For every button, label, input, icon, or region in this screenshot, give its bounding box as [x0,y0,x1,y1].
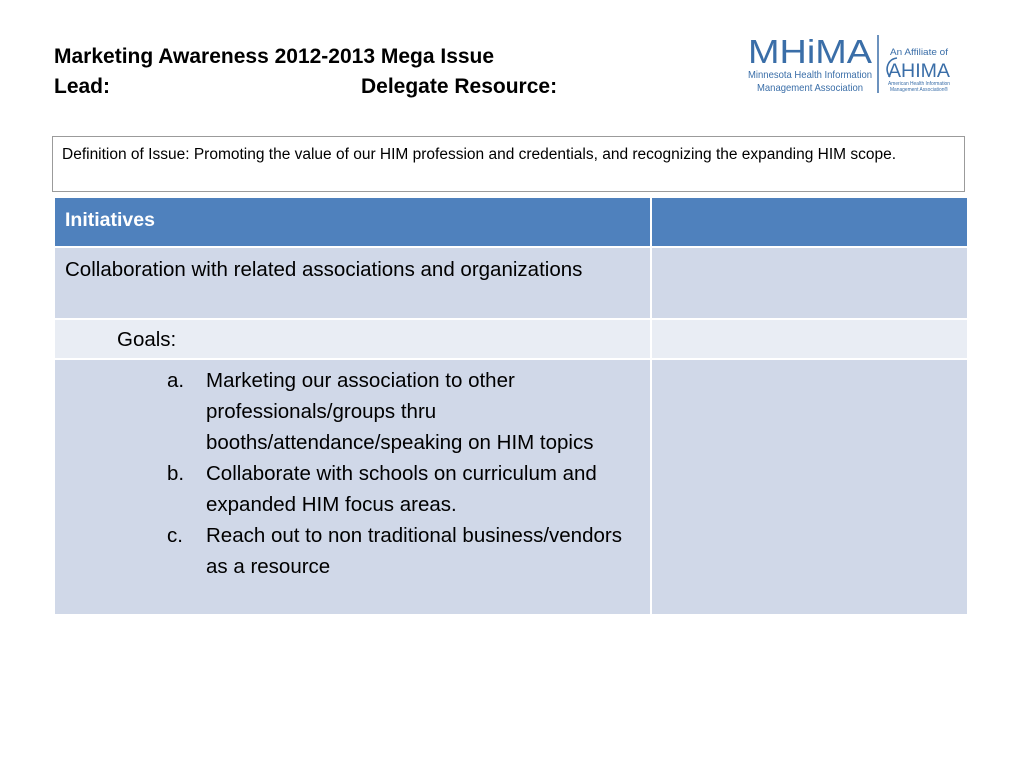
header-cell-2 [651,197,968,247]
goal-marker: c. [167,524,183,547]
logo-subtitle-2: Management Association [757,82,864,94]
initiative-text: Collaboration with related associations and organizations [65,258,583,281]
empty-cell [651,359,968,615]
goal-text: Marketing our association to other professionals/groups thru booths/attendance/speaking on HIM topics [206,369,594,454]
goal-list [55,360,650,582]
goal-text: Collaborate with schools on curriculum and expanded HIM focus areas. [206,462,597,516]
affiliate-text: An Affiliate of [890,47,949,58]
mhima-logo [748,33,958,97]
empty-cell [651,319,968,359]
definition-text: Definition of Issue: Promoting the value of our HIM profession and credentials, and recognizing the expanding HIM scope. [62,146,897,163]
delegate-resource-label: Delegate Resource: [361,75,558,98]
initiative-cell [54,247,651,319]
logo-subtitle-1: Minnesota Health Information [748,69,873,81]
goal-text: Reach out to non traditional business/vendors as a resource [206,524,622,578]
header-col2 [652,198,967,207]
table-row [54,359,968,615]
page-title: Marketing Awareness 2012-2013 Mega Issue [54,45,495,68]
goal-item [55,520,650,582]
initiatives-table [53,196,969,616]
table-row [54,319,968,359]
table-header-row [54,197,968,247]
header-initiatives: Initiatives [65,209,155,231]
title-block [54,42,558,102]
header-cell-initiatives [54,197,651,247]
definition-box [52,136,965,192]
goal-marker: a. [167,369,185,392]
affiliate-sub-1: American Health Information [888,81,951,87]
affiliate-sub-2: Management Association® [890,87,950,93]
lead-label: Lead: [54,75,111,98]
table-row [54,247,968,319]
goals-list-cell [54,359,651,615]
goals-label-cell [54,319,651,359]
lead-line [54,72,558,102]
goal-item [55,458,650,520]
affiliate-name: AHIMA [888,61,951,82]
logo-name: MHiMA [748,33,872,70]
goal-marker: b. [167,462,185,485]
goal-item [55,365,650,458]
goals-label: Goals: [117,328,177,351]
empty-cell [651,247,968,319]
